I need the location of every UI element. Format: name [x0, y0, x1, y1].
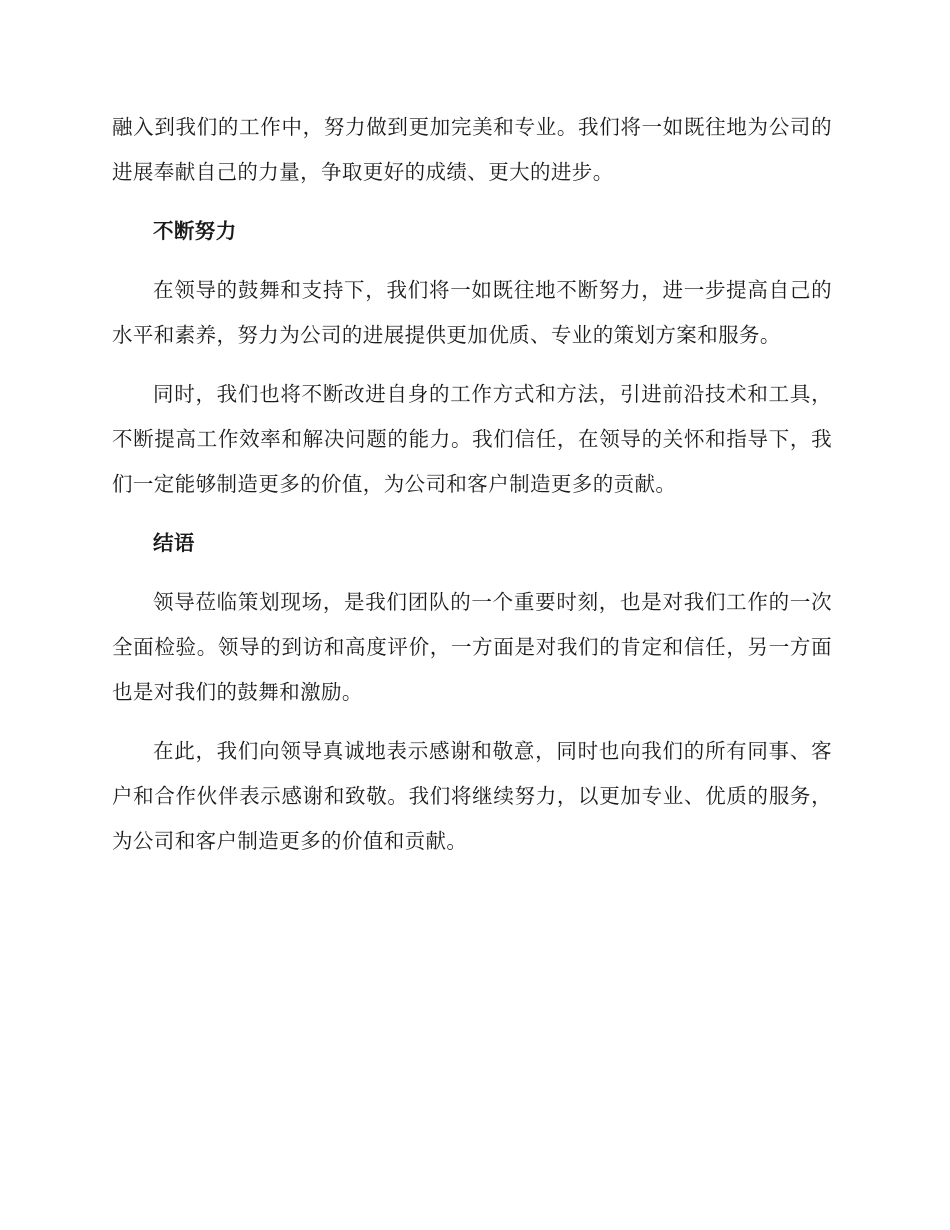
paragraph-effort-2: 同时，我们也将不断改进自身的工作方式和方法，引进前沿技术和工具，不断提高工作效率和解决问题的能力。我们信任，在领导的关怀和指导下，我们一定能够制造更多的价值，为公司和客户制造更多的贡献。 [112, 382, 832, 496]
section-heading-conclusion: 结语 [153, 531, 195, 555]
paragraph-conclusion-2: 在此，我们向领导真诚地表示感谢和敬意，同时也向我们的所有同事、客户和合作伙伴表示感谢和致敬。我们将继续努力，以更加专业、优质的服务，为公司和客户制造更多的价值和贡献。 [112, 739, 832, 853]
paragraph-conclusion-1: 领导莅临策划现场，是我们团队的一个重要时刻，也是对我们工作的一次全面检验。领导的到访和高度评价，一方面是对我们的肯定和信任，另一方面也是对我们的鼓舞和激励。 [112, 590, 832, 704]
section-heading-continuous-effort: 不断努力 [153, 219, 237, 243]
paragraph-continuation: 融入到我们的工作中，努力做到更加完美和专业。我们将一如既往地为公司的进展奉献自己的力量，争取更好的成绩、更大的进步。 [112, 115, 832, 184]
document-body [112, 105, 832, 878]
paragraph-effort-1: 在领导的鼓舞和支持下，我们将一如既往地不断努力，进一步提高自己的水平和素养，努力为公司的进展提供更加优质、专业的策划方案和服务。 [112, 278, 832, 347]
